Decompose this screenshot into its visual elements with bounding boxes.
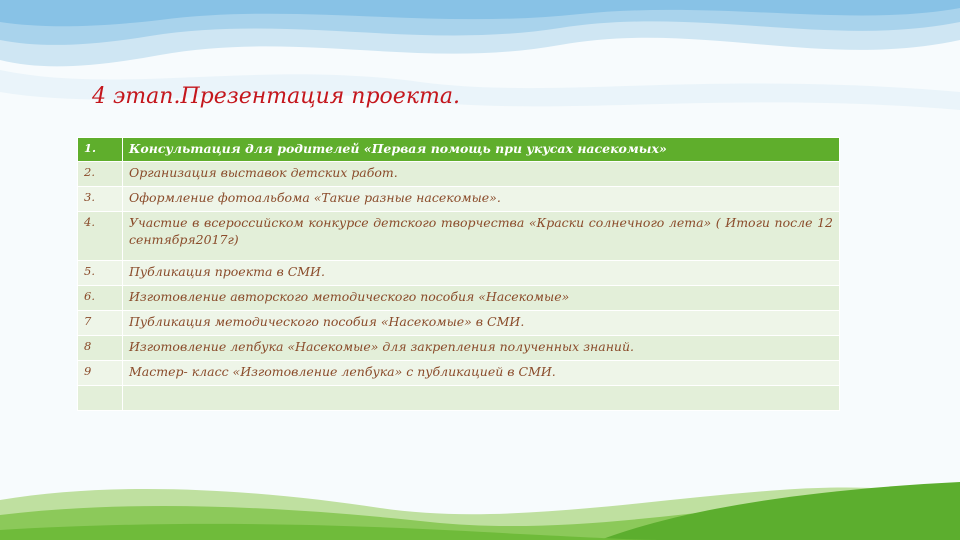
row-number: 9	[78, 361, 123, 386]
table-row	[78, 212, 840, 261]
table-row	[78, 187, 840, 212]
table-row	[78, 138, 840, 162]
row-number: 2.	[78, 162, 123, 187]
row-text: Публикация проекта в СМИ.	[123, 261, 840, 286]
sky-waves-decoration	[0, 0, 960, 130]
row-text: Консультация для родителей «Первая помощь при укусах насекомых»	[123, 138, 840, 162]
table-row	[78, 162, 840, 187]
table-row	[78, 261, 840, 286]
row-number: 6.	[78, 286, 123, 311]
green-hills-decoration	[0, 460, 960, 540]
row-text: Изготовление авторского методического пособия «Насекомые»	[123, 286, 840, 311]
slide-title: 4 этап.Презентация проекта.	[92, 84, 460, 109]
row-text: Оформление фотоальбома «Такие разные насекомые».	[123, 187, 840, 212]
table-row	[78, 311, 840, 336]
table-row	[78, 386, 840, 411]
row-number: 7	[78, 311, 123, 336]
table-row	[78, 286, 840, 311]
row-number: 1.	[78, 138, 123, 162]
row-text	[123, 386, 840, 411]
row-text: Изготовление лепбука «Насекомые» для закрепления полученных знаний.	[123, 336, 840, 361]
row-number: 8	[78, 336, 123, 361]
row-text: Организация выставок детских работ.	[123, 162, 840, 187]
table-row	[78, 336, 840, 361]
row-text: Участие в всероссийском конкурсе детского творчества «Краски солнечного лета» ( Итоги после 12 сентября2017г)	[123, 212, 840, 261]
row-number	[78, 386, 123, 411]
row-text: Мастер- класс «Изготовление лепбука» с публикацией в СМИ.	[123, 361, 840, 386]
row-number: 4.	[78, 212, 123, 261]
row-number: 3.	[78, 187, 123, 212]
row-number: 5.	[78, 261, 123, 286]
row-text: Публикация методического пособия «Насекомые» в СМИ.	[123, 311, 840, 336]
presentation-steps-table	[77, 137, 840, 411]
table-row	[78, 361, 840, 386]
